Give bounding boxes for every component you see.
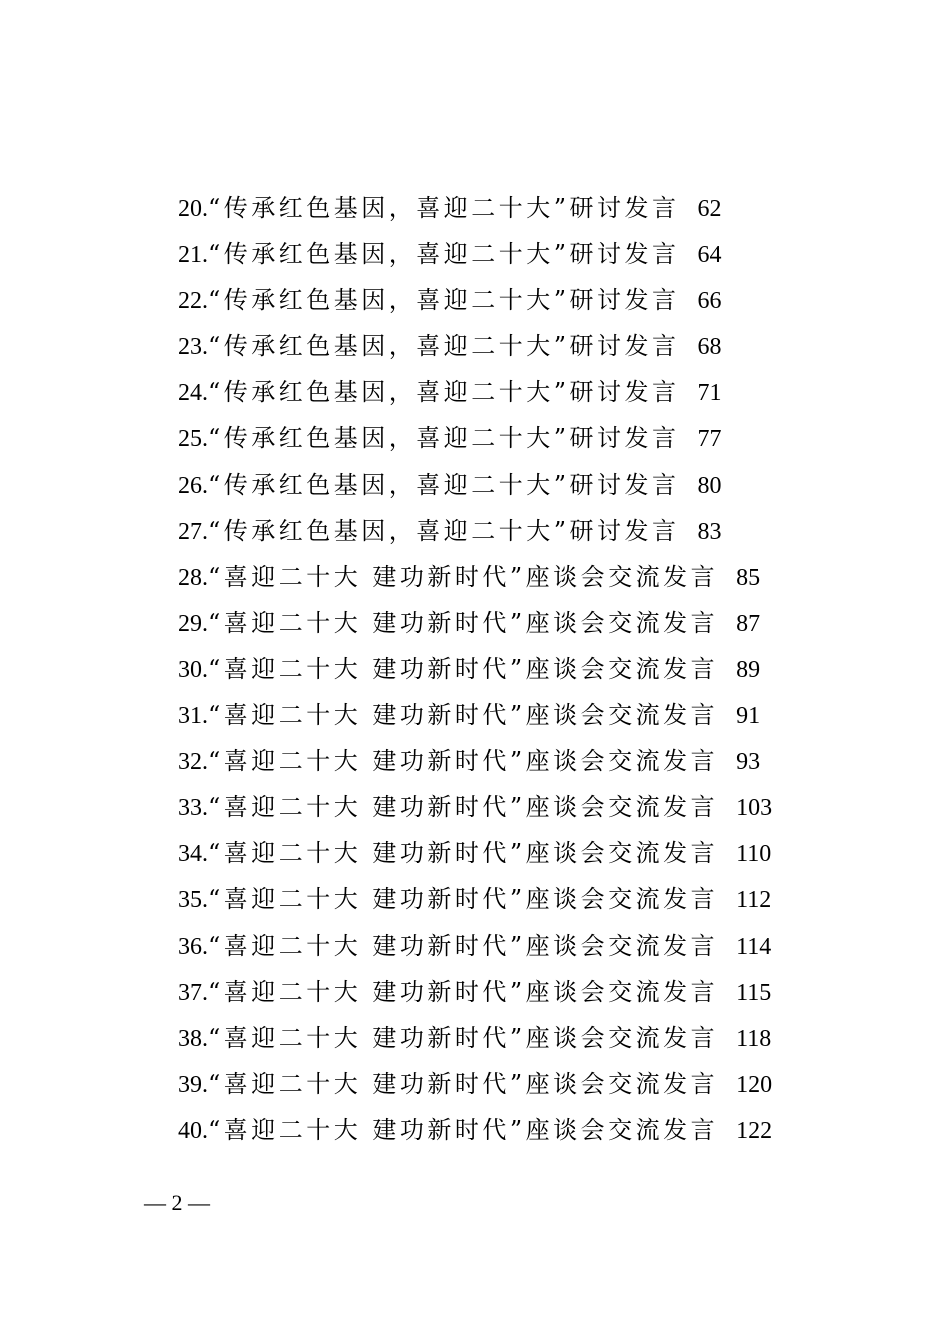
toc-entry[interactable] — [178, 465, 818, 511]
toc-entry-number: 31. — [178, 703, 208, 730]
toc-entry-title: “喜迎二十大 建功新时代”座谈会交流发言 — [208, 931, 719, 960]
toc-entry-number: 38. — [178, 1025, 208, 1052]
toc-entry-title: “喜迎二十大 建功新时代”座谈会交流发言 — [208, 1115, 719, 1144]
table-of-contents — [178, 188, 818, 1156]
toc-entry[interactable] — [178, 511, 818, 557]
toc-entry-title: “喜迎二十大 建功新时代”座谈会交流发言 — [208, 839, 719, 868]
toc-entry-number: 33. — [178, 795, 208, 822]
toc-entry-title: “喜迎二十大 建功新时代”座谈会交流发言 — [208, 562, 719, 591]
toc-entry-title: “传承红色基因，喜迎二十大”研讨发言 — [208, 332, 680, 361]
toc-entry[interactable] — [178, 1064, 818, 1110]
toc-entry-title: “喜迎二十大 建功新时代”座谈会交流发言 — [208, 747, 719, 776]
toc-entry-title: “传承红色基因，喜迎二十大”研讨发言 — [208, 194, 680, 222]
toc-entry[interactable] — [178, 649, 818, 695]
toc-entry-page: 83 — [697, 518, 722, 545]
toc-entry-page: 71 — [697, 380, 722, 407]
toc-entry-page: 85 — [736, 564, 761, 591]
toc-entry-number: 29. — [178, 610, 208, 637]
toc-entry-number: 24. — [178, 380, 208, 407]
toc-entry-number: 20. — [178, 196, 208, 222]
toc-entry-title: “喜迎二十大 建功新时代”座谈会交流发言 — [208, 793, 719, 822]
toc-entry[interactable] — [178, 188, 818, 234]
toc-entry[interactable] — [178, 603, 818, 649]
toc-entry[interactable] — [178, 787, 818, 833]
toc-entry-page: 87 — [736, 610, 761, 637]
toc-entry[interactable] — [178, 326, 818, 372]
toc-entry-number: 23. — [178, 334, 208, 361]
toc-entry-page: 80 — [697, 472, 722, 499]
toc-entry-title: “传承红色基因，喜迎二十大”研讨发言 — [208, 516, 680, 545]
toc-entry-number: 21. — [178, 242, 208, 269]
toc-entry-number: 32. — [178, 749, 208, 776]
toc-entry-title: “传承红色基因，喜迎二十大”研讨发言 — [208, 240, 680, 269]
toc-entry-page: 112 — [736, 887, 772, 914]
toc-entry-number: 39. — [178, 1071, 208, 1098]
toc-entry-page: 114 — [736, 933, 772, 960]
toc-entry-number: 37. — [178, 979, 208, 1006]
toc-entry[interactable] — [178, 1018, 818, 1064]
toc-entry-page: 66 — [697, 288, 722, 315]
toc-entry-page: 110 — [736, 841, 772, 868]
toc-entry[interactable] — [178, 833, 818, 879]
toc-entry-title: “传承红色基因，喜迎二十大”研讨发言 — [208, 424, 680, 453]
page-number: — 2 — — [144, 1190, 210, 1215]
toc-entry-page: 115 — [736, 979, 772, 1006]
toc-entry-page: 89 — [736, 656, 761, 683]
toc-entry[interactable] — [178, 695, 818, 741]
toc-entry-title: “喜迎二十大 建功新时代”座谈会交流发言 — [208, 608, 719, 637]
toc-entry[interactable] — [178, 879, 818, 925]
toc-entry-number: 35. — [178, 887, 208, 914]
toc-entry[interactable] — [178, 1110, 818, 1156]
toc-entry-title: “喜迎二十大 建功新时代”座谈会交流发言 — [208, 1023, 719, 1052]
toc-entry-number: 30. — [178, 656, 208, 683]
toc-entry-title: “喜迎二十大 建功新时代”座谈会交流发言 — [208, 885, 719, 914]
toc-entry[interactable] — [178, 557, 818, 603]
toc-entry-number: 40. — [178, 1117, 208, 1144]
toc-entry[interactable] — [178, 372, 818, 418]
toc-entry-page: 118 — [736, 1025, 772, 1052]
toc-entry[interactable] — [178, 280, 818, 326]
toc-entry[interactable] — [178, 418, 818, 464]
toc-entry[interactable] — [178, 234, 818, 280]
toc-entry-page: 120 — [736, 1071, 773, 1098]
toc-entry-page: 122 — [736, 1117, 773, 1144]
toc-entry-page: 103 — [736, 795, 773, 822]
toc-entry-title: “传承红色基因，喜迎二十大”研讨发言 — [208, 286, 680, 315]
toc-entry-page: 68 — [697, 334, 722, 361]
toc-entry[interactable] — [178, 972, 818, 1018]
toc-entry-title: “喜迎二十大 建功新时代”座谈会交流发言 — [208, 1069, 719, 1098]
toc-entry-number: 34. — [178, 841, 208, 868]
toc-entry-page: 64 — [697, 242, 722, 269]
toc-entry-page: 91 — [736, 703, 761, 730]
toc-entry[interactable] — [178, 926, 818, 972]
toc-entry-number: 28. — [178, 564, 208, 591]
toc-entry-number: 25. — [178, 426, 208, 453]
toc-entry[interactable] — [178, 741, 818, 787]
toc-entry-title: “喜迎二十大 建功新时代”座谈会交流发言 — [208, 654, 719, 683]
toc-entry-number: 27. — [178, 518, 208, 545]
toc-entry-title: “喜迎二十大 建功新时代”座谈会交流发言 — [208, 977, 719, 1006]
toc-entry-page: 62 — [697, 196, 722, 222]
toc-entry-title: “传承红色基因，喜迎二十大”研讨发言 — [208, 470, 680, 499]
toc-entry-title: “喜迎二十大 建功新时代”座谈会交流发言 — [208, 701, 719, 730]
toc-entry-number: 36. — [178, 933, 208, 960]
toc-entry-page: 93 — [736, 749, 761, 776]
toc-entry-number: 26. — [178, 472, 208, 499]
toc-entry-number: 22. — [178, 288, 208, 315]
toc-entry-page: 77 — [697, 426, 722, 453]
toc-entry-title: “传承红色基因，喜迎二十大”研讨发言 — [208, 378, 680, 407]
